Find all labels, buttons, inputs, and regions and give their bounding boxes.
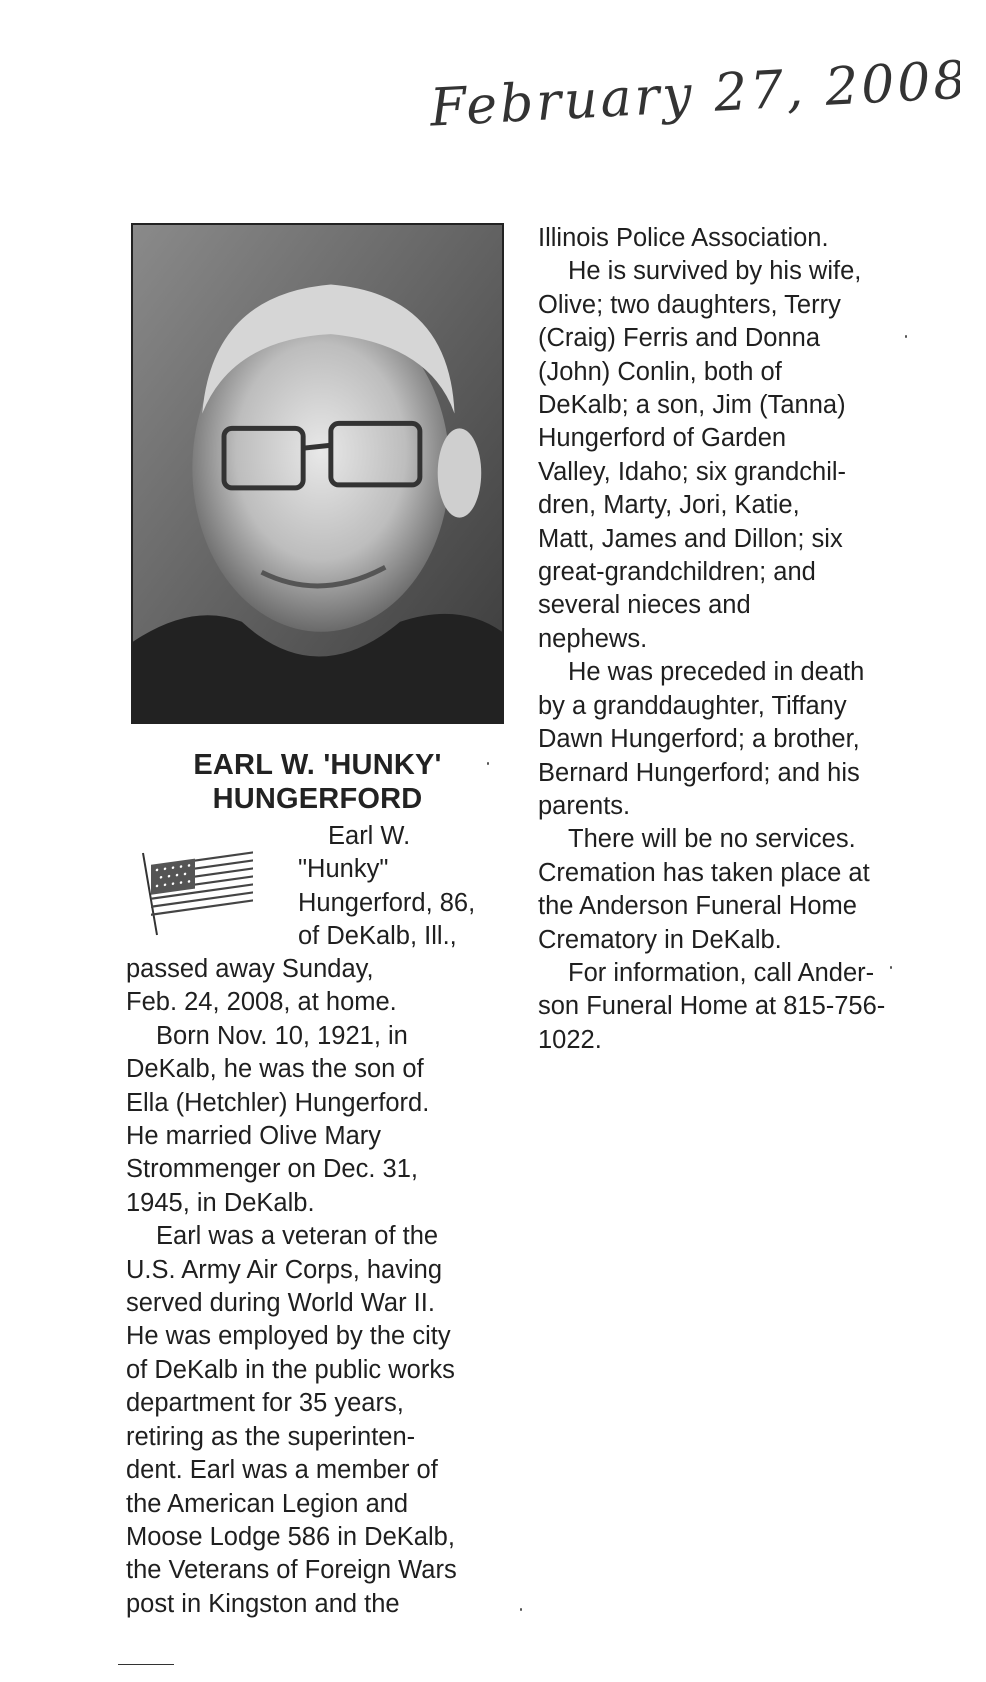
print-speck <box>520 1608 522 1611</box>
text-line: 1945, in DeKalb. <box>126 1188 315 1217</box>
text-line: For information, call Ander- <box>568 958 875 987</box>
text-line: of DeKalb in the public works <box>126 1355 455 1384</box>
text-line: department for 35 years, <box>126 1389 404 1418</box>
text-line: Strommenger on Dec. 31, <box>126 1155 418 1184</box>
text-line: He was preceded in death <box>568 658 865 687</box>
text-line: Cremation has taken place at <box>538 858 870 887</box>
print-speck <box>890 966 892 969</box>
handwritten-date <box>420 40 960 150</box>
text-line: retiring as the superinten- <box>126 1422 416 1451</box>
flag-side-text <box>298 820 475 954</box>
right-column-text <box>538 222 885 1057</box>
text-line: Hungerford of Garden <box>538 424 787 453</box>
portrait-photo <box>131 223 504 724</box>
headline-line-2: HUNGERFORD <box>212 783 423 815</box>
text-line: DeKalb, he was the son of <box>126 1055 424 1084</box>
text-line: He married Olive Mary <box>126 1122 382 1151</box>
text-line: passed away Sunday, <box>126 955 374 983</box>
text-line: nephews. <box>538 624 648 653</box>
text-line: Olive; two daughters, Terry <box>538 290 841 319</box>
text-line: several nieces and <box>538 591 751 620</box>
text-line: Valley, Idaho; six grandchil- <box>538 457 847 486</box>
text-line: Feb. 24, 2008, at home. <box>126 988 397 1017</box>
text-line: parents. <box>538 791 631 820</box>
text-line: of DeKalb, Ill., <box>298 922 457 951</box>
text-line: (John) Conlin, both of <box>538 357 782 386</box>
text-line: son Funeral Home at 815-756- <box>538 992 886 1021</box>
text-line: post in Kingston and the <box>126 1589 400 1618</box>
text-line: Earl was a veteran of the <box>156 1222 439 1251</box>
text-line: Illinois Police Association. <box>538 224 829 252</box>
text-line: Bernard Hungerford; and his <box>538 758 860 787</box>
american-flag-icon <box>135 845 255 937</box>
text-line: dent. Earl was a member of <box>126 1456 438 1485</box>
text-line: great-grandchildren; and <box>538 558 816 587</box>
text-line: He was employed by the city <box>126 1322 451 1351</box>
text-line: Crematory in DeKalb. <box>538 925 782 954</box>
column-end-rule <box>118 1664 174 1665</box>
text-line: "Hunky" <box>298 855 389 884</box>
print-speck <box>487 762 489 765</box>
text-line: Ella (Hetchler) Hungerford. <box>126 1088 430 1117</box>
print-speck <box>905 335 907 338</box>
text-line: He is survived by his wife, <box>568 257 862 286</box>
text-line: 1022. <box>538 1025 602 1054</box>
obituary-headline <box>131 748 504 816</box>
left-column-text <box>126 953 457 1621</box>
text-line: dren, Marty, Jori, Katie, <box>538 491 800 520</box>
text-line: Earl W. <box>328 822 411 850</box>
text-line: Hungerford, 86, <box>298 888 476 917</box>
text-line: served during World War II. <box>126 1289 435 1318</box>
text-line: Matt, James and Dillon; six <box>538 524 843 553</box>
headline-line-1: EARL W. 'HUNKY' <box>193 749 442 781</box>
text-line: the American Legion and <box>126 1489 409 1518</box>
text-line: Dawn Hungerford; a brother, <box>538 725 860 754</box>
handwritten-date-text: February 27, 2008 <box>428 50 960 139</box>
text-line: the Anderson Funeral Home <box>538 892 857 921</box>
text-line: by a granddaughter, Tiffany <box>538 691 847 720</box>
text-line: U.S. Army Air Corps, having <box>126 1255 443 1284</box>
text-line: DeKalb; a son, Jim (Tanna) <box>538 391 846 420</box>
text-line: (Craig) Ferris and Donna <box>538 324 821 353</box>
text-line: Moose Lodge 586 in DeKalb, <box>126 1522 455 1551</box>
text-line: Born Nov. 10, 1921, in <box>156 1021 408 1050</box>
text-line: There will be no services. <box>568 825 856 854</box>
text-line: the Veterans of Foreign Wars <box>126 1556 457 1585</box>
